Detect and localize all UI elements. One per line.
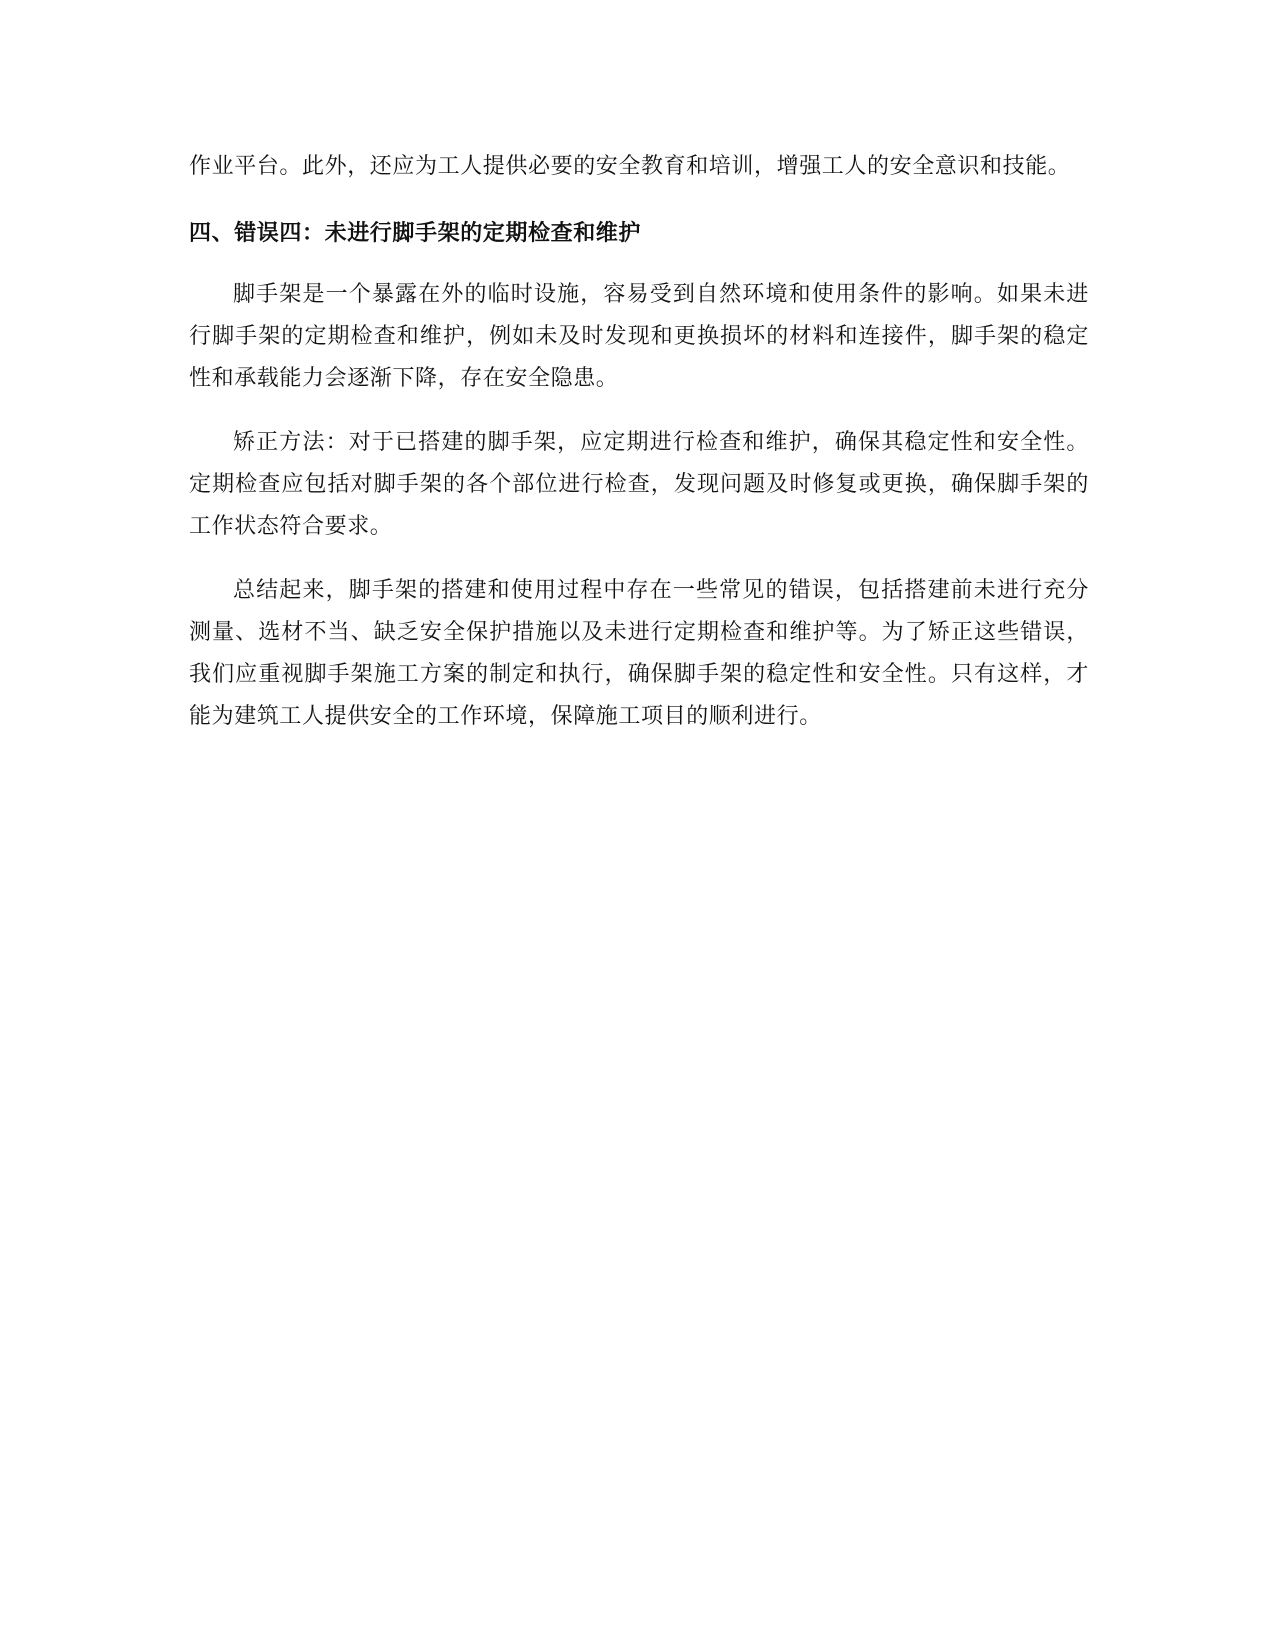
continuation-paragraph: 作业平台。此外，还应为工人提供必要的安全教育和培训，增强工人的安全意识和技能。	[189, 154, 1071, 179]
paragraph-spacer	[189, 548, 1089, 570]
paragraph-summary: 总结起来，脚手架的搭建和使用过程中存在一些常见的错误，包括搭建前未进行充分测量、选材不当、缺乏安全保护措施以及未进行定期检查和维护等。为了矫正这些错误，我们应重视脚手架施工方案的制定和执行，确保脚手架的稳定性和安全性。只有这样，才能为建筑工人提供安全的工作环境，保障施工项目的顺利进行。	[189, 578, 1089, 729]
document-body	[189, 146, 1089, 738]
paragraph-problem: 脚手架是一个暴露在外的临时设施，容易受到自然环境和使用条件的影响。如果未进行脚手架的定期检查和维护，例如未及时发现和更换损坏的材料和连接件，脚手架的稳定性和承载能力会逐渐下降，存在安全隐患。	[189, 282, 1089, 391]
section-heading: 四、错误四：未进行脚手架的定期检查和维护	[189, 221, 642, 246]
paragraph-spacer	[189, 400, 1089, 422]
paragraph-correction: 矫正方法：对于已搭建的脚手架，应定期进行检查和维护，确保其稳定性和安全性。定期检查应包括对脚手架的各个部位进行检查，发现问题及时修复或更换，确保脚手架的工作状态符合要求。	[189, 430, 1089, 539]
